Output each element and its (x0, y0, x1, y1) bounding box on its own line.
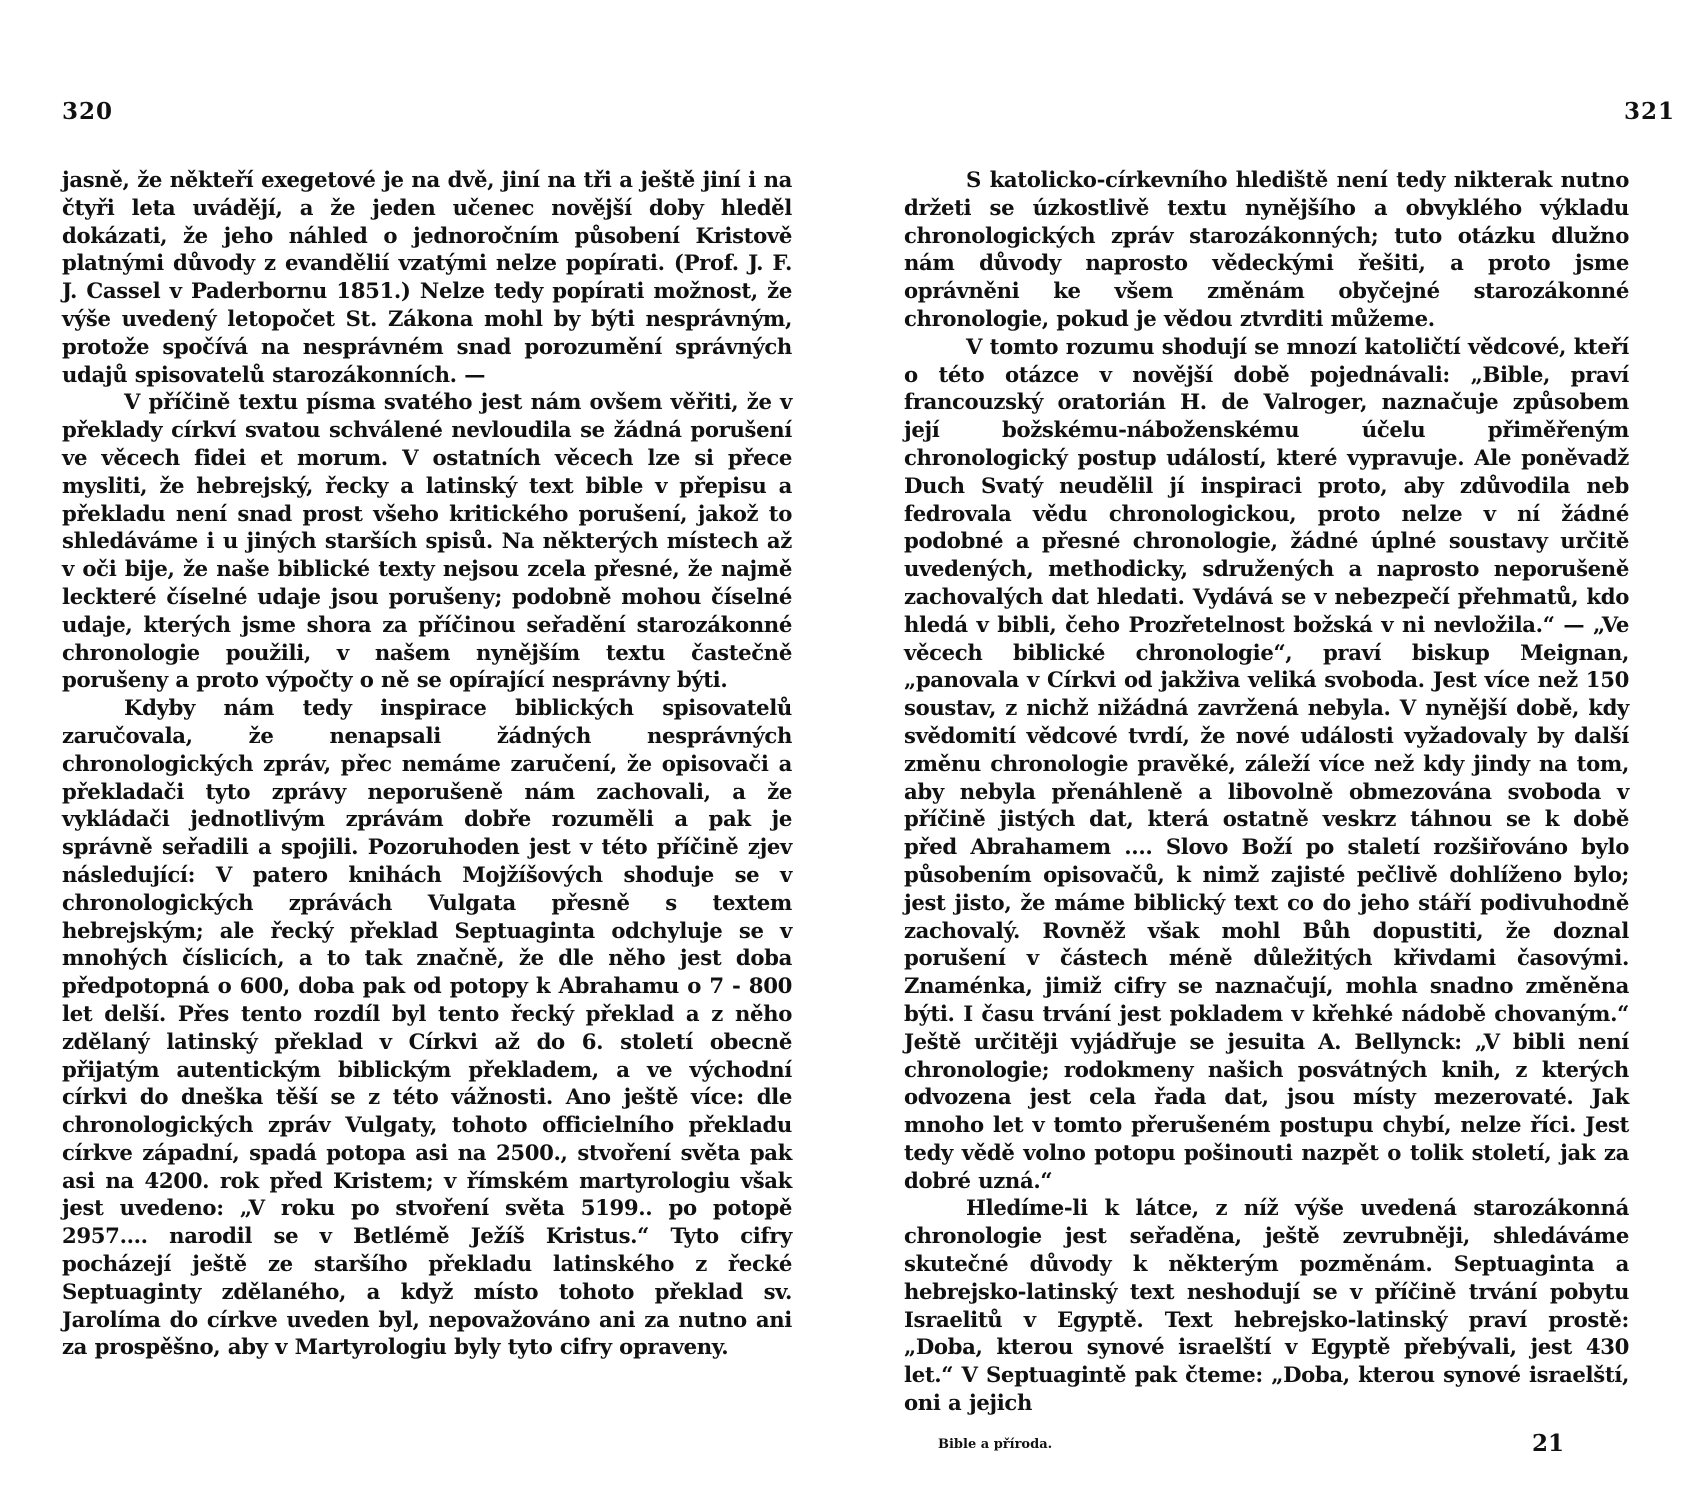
footer-sheet-number: 21 (1532, 1430, 1565, 1457)
page-number-right: 321 (1624, 98, 1676, 125)
paragraph: V příčině textu písma svatého jest nám ovšem věřiti, že v překlady církví svatou schválené nevloudila se žádná porušení ve věcech fidei et morum. V ostatních věcech lze si přece mysliti, že hebrejský, řecky a latinský text bible v přepisu a překladu není snad prost všeho kritického porušení, jakož to shledáváme i u jiných starších spisů. Na některých místech až v oči bije, že naše biblické texty nejsou zcela přesné, že najmě leckteré číselné udaje jsou porušeny; podobně mohou číselné udaje, kterých jsme shora za příčinou seřadění starozákonné chronologie použili, v našem nynějším textu častečně porušeny a proto výpočty o ně se opírající nesprávny býti. (62, 389, 792, 693)
paragraph: V tomto rozumu shodují se mnozí katoličtí vědcové, kteří o této otázce v novější době pojednávali: „Bible, praví francouzský oratorián H. de Valroger, naznačuje způsobem její božskému-náboženskému účelu přiměřeným chronologický postup událostí, které vypravuje. Ale poněvadž Duch Svatý neudělil jí inspiraci proto, aby zdůvodila neb fedrovala vědu chronologickou, proto nelze v ní žádné podobné a přesné chronologie, žádné úplné soustavy určitě uvedených, methodicky, sdružených a naprosto neporušeně zachovalých dat hledati. Vydává se v nebezpečí přehmatů, kdo hledá v bibli, čeho Prozřetelnost božská v ni nevložila.“ — „Ve věcech biblické chronologie“, praví biskup Meignan, „panovala v Církvi od jakživa veliká svoboda. Jest více než 150 soustav, z nichž nižádná zavržená nebyla. V nynější době, kdy svědomití vědcové tvrdí, že nové události vyžadovaly by další změnu chronologie pravěké, záleží více než kdy jindy na tom, aby nebyla přenáhleně a libovolně obmezována svoboda v příčině jistých dat, která ostatně veskrz táhnou se k době před Abrahamem .... Slovo Boží po staletí rozšiřováno bylo působením opisovačů, k nimž zajisté pečlivě dohlíženo bylo; jest jisto, že máme biblický text co do jeho stáří podivuhodně zachovalý. Rovněž však mohl Bůh dopustiti, že doznal porušení v částech méně důležitých křivdami časovými. Znaménka, jimiž cifry se naznačují, mohla snadno změněna býti. I času trvání jest pokladem v křehké nádobě chovaným.“ Ještě určitěji vyjádřuje se jesuita A. Bellynck: „V bibli není chronologie; rodokmeny našich posvátných knih, z kterých odvozena jest cela řada dat, jsou místy mezerovaté. Jak mnoho let v tomto přerušeném postupu chybí, nelze říci. Jest tedy vědě volno potopu pošinouti nazpět o tolik století, jak za dobré uzná.“ (904, 333, 1629, 1193)
paragraph: jasně, že někteří exegetové je na dvě, jiní na tři a ještě jiní i na čtyři leta uvádějí, a že jeden učenec novější doby hleděl dokázati, že jeho náhled o jednoročním působení Kristově platnými důvody z evandělií vzatými nelze popírati. (Prof. J. F. J. Cassel v Paderbornu 1851.) Nelze tedy popírati možnost, že výše uvedený letopočet St. Zákona mohl by býti nesprávným, protože spočívá na nesprávném snad porozumění správných udajů spisovatelů starozákonních. — (62, 167, 792, 387)
page-number-left: 320 (62, 98, 114, 125)
paragraph: Kdyby nám tedy inspirace biblických spisovatelů zaručovala, že nenapsali žádných nesprávných chronologických zpráv, přec nemáme zaručení, že opisovači a překladači tyto zprávy neporušeně nám zachovali, a že vykládači jednotlivým zprávám dobře rozuměli a pak je správně seřadili a spojili. Pozoruhoden jest v této příčině zjev následující: V patero knihách Mojžíšových shoduje se v chronologických zprávách Vulgata přesně s textem hebrejským; ale řecký překlad Septuaginta odchyluje se v mnohých číslicích, a to tak značně, že dle něho jest doba předpotopná o 600, doba pak od potopy k Abrahamu o 7 - 800 let delší. Přes tento rozdíl byl tento řecký překlad a z něho zdělaný latinský překlad v Církvi až do 6. století obecně přijatým autentickým biblickým překladem, a ve východní církvi do dneška těší se z této vážnosti. Ano ještě více: dle chronologických zpráv Vulgaty, tohoto officielního překladu církve západní, spadá potopa asi na 2500., stvoření světa pak asi na 4200. rok před Kristem; v římském martyrologiu však jest uvedeno: „V roku po stvoření světa 5199.. po potopě 2957.... narodil se v Betlémě Ježíš Kristus.“ Tyto cifry pocházejí ještě ze staršího překladu latinského z řecké Septuaginty zdělaného, a když místo tohoto překlad sv. Jarolíma do církve uveden byl, nepovažováno ani za nutno ani za prospěšno, aby v Martyrologiu byly tyto cifry opraveny. (62, 695, 792, 1360)
paragraph: Hledíme-li k látce, z níž výše uvedená starozákonná chronologie jest seřaděna, ještě zevrubněji, shledáváme skutečné důvody k některým pozměnám. Septuaginta a hebrejsko-latinský text neshodují se v příčině trvání pobytu Israelitů v Egyptě. Text hebrejsko-latinský praví prostě: „Doba, kterou synové israelští v Egyptě přebývali, jest 430 let.“ V Septuagintě pak čteme: „Doba, kterou synové israelští, oni a jejich (904, 1195, 1629, 1416)
paragraph: S katolicko-církevního hlediště není tedy nikterak nutno držeti se úzkostlivě textu nynějšího a obvyklého výkladu chronologických zpráv starozákonných; tuto otázku dlužno nám důvody naprosto vědeckými řešiti, a proto jsme oprávněni ke všem změnám obyčejné starozákonné chronologie, pokud je vědou ztvrditi můžeme. (904, 167, 1629, 331)
right-page (842, 0, 1684, 1500)
left-text-column (62, 166, 792, 1361)
right-text-column (904, 166, 1629, 1417)
footer-signature: Bible a příroda. (938, 1437, 1053, 1452)
